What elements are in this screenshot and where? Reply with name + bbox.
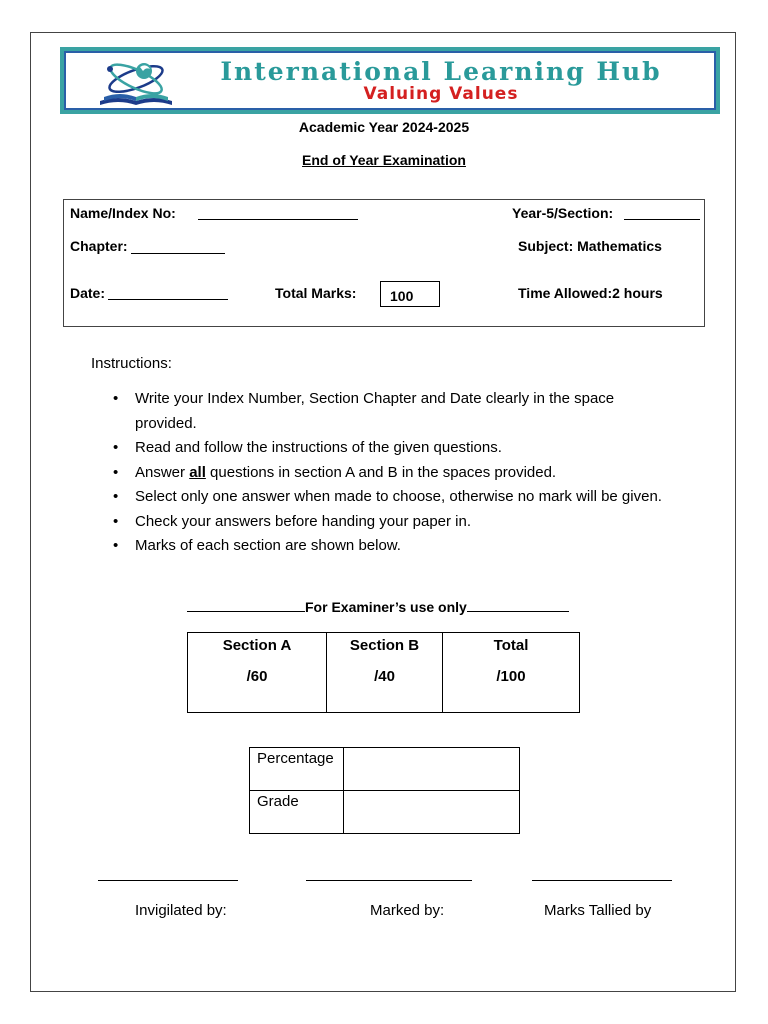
name-index-field[interactable] — [198, 219, 358, 220]
section-b-value: /40 — [374, 668, 395, 685]
bullet-icon: • — [113, 512, 119, 530]
grade-label: Grade — [250, 791, 344, 834]
examiner-use-label: For Examiner’s use only — [305, 599, 467, 615]
section-a-cell — [188, 633, 327, 713]
instruction-item — [113, 510, 673, 535]
grade-table — [249, 747, 520, 834]
invigilated-by-label: Invigilated by: — [135, 902, 227, 919]
bullet-icon: • — [113, 537, 119, 554]
date-field[interactable] — [108, 299, 228, 300]
instructions-list — [113, 387, 673, 559]
examiner-use-heading — [187, 597, 569, 615]
exam-title — [0, 152, 768, 168]
instruction-text: Answer — [135, 463, 190, 481]
instruction-text: Read and follow the instructions of the given questions. — [135, 439, 502, 456]
section-score-table — [187, 632, 580, 713]
total-marks-label: Total Marks: — [275, 285, 357, 301]
tally-signature-line[interactable] — [532, 880, 672, 881]
marks-tallied-by-label: Marks Tallied by — [544, 902, 652, 919]
exam-title-text: End of Year Examination — [302, 152, 466, 168]
instructions-title: Instructions: — [91, 355, 172, 372]
chapter-label: Chapter: — [70, 238, 128, 254]
instruction-emphasis: all — [189, 463, 206, 481]
section-b-cell — [327, 633, 443, 713]
instruction-text: questions in section A and B in the spaces provided. — [205, 463, 557, 481]
instruction-item — [113, 534, 673, 559]
invigilator-signature-line[interactable] — [98, 880, 238, 881]
marker-signature-line[interactable] — [306, 880, 472, 881]
school-motto: Valuing Values — [363, 84, 519, 104]
instruction-item — [113, 461, 673, 486]
section-a-header: Section A — [222, 637, 292, 654]
percentage-field[interactable] — [344, 748, 520, 791]
instruction-item — [113, 387, 673, 436]
date-label: Date: — [70, 285, 106, 301]
time-allowed-label: Time Allowed:2 hours — [518, 285, 663, 301]
instruction-item — [113, 485, 673, 510]
grade-field[interactable] — [344, 791, 520, 834]
school-name: International Learning Hub — [220, 57, 662, 86]
chapter-field[interactable] — [131, 253, 225, 254]
instruction-text: Select only one answer when made to choose, otherwise no mark will be given. — [135, 488, 662, 505]
bullet-icon: • — [113, 439, 119, 456]
subject-label: Subject: Mathematics — [518, 238, 662, 254]
year-section-field[interactable] — [624, 219, 700, 220]
instruction-text: Write your Index Number, Section Chapter and Date clearly in the space provided. — [135, 390, 615, 432]
instruction-text: Marks of each section are shown below. — [135, 537, 401, 554]
marked-by-label: Marked by: — [370, 902, 445, 919]
total-header: Total — [493, 637, 529, 654]
year-section-label: Year-5/Section: — [512, 205, 614, 221]
total-marks-value: 100 — [380, 281, 440, 307]
total-cell — [443, 633, 580, 713]
section-b-header: Section B — [349, 637, 420, 654]
total-value: /100 — [496, 668, 526, 685]
section-a-value: /60 — [246, 668, 268, 685]
school-logo-icon — [96, 57, 182, 107]
instruction-item — [113, 436, 673, 461]
percentage-label: Percentage — [250, 748, 344, 791]
bullet-icon: • — [113, 488, 119, 505]
bullet-icon: • — [113, 463, 119, 481]
school-banner — [60, 47, 720, 114]
name-index-label: Name/Index No: — [70, 205, 176, 221]
academic-year: Academic Year 2024-2025 — [298, 119, 470, 135]
bullet-icon: • — [113, 390, 119, 407]
instruction-text: Check your answers before handing your paper in. — [135, 512, 472, 530]
